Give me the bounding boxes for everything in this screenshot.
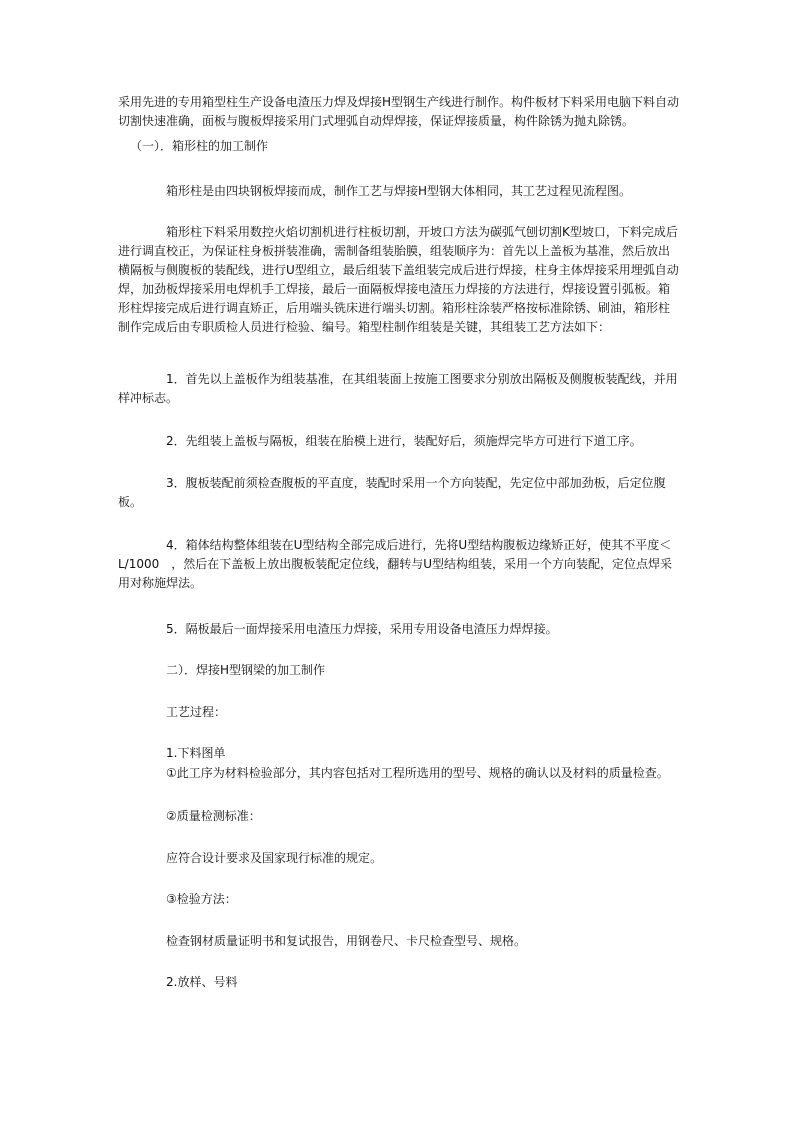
item-1-method-text: 检查钢材质量证明书和复试报告，用钢卷尺、卡尺检查型号、规格。: [166, 934, 527, 948]
paragraph-box-column-process: 箱形柱下料采用数控火焰切割机进行柱板切割，开坡口方法为碳弧气刨切割K型坡口，下料完成后进行调直校正，为保证柱身板拼装准确，需制备组装胎膜，组装顺序为：首先以上盖板为基准，然后放出横隔板与侧腹板的装配线，进行U型组立，最后组装下盖组装完成后进行焊接，柱身主体焊接采用埋弧自动焊，加劲板焊接采用电焊机手工焊接，最后一面隔板焊接电渣压力焊接的方法进行，焊接设置引弧板。箱形柱焊接完成后进行调直矫正，后用端头铣床进行端头切割。箱形柱涂装严格按标准除锈、刷油，箱形柱制作完成后由专职质检人员进行检验、编号。箱型柱制作组装是关键，其组装工艺方法如下：: [118, 225, 679, 334]
step-4-paragraph: 4．箱体结构整体组装在U型结构全部完成后进行，先将U型结构腹板边缘矫正好，使其不平度＜L/1000 ，然后在下盖板上放出腹板装配定位线，翻转与U型结构组装，采用一个方向装配，定位点焊采用对称施焊法。: [118, 538, 673, 590]
item-1-sub-2: ②质量检测标准：: [166, 809, 261, 823]
item-2-title: 2.放样、号料: [166, 975, 238, 989]
section-heading-h-beam: 二）．焊接H型钢梁的加工制作: [166, 663, 326, 677]
step-3-paragraph: 3．腹板装配前须检查腹板的平直度，装配时采用一个方向装配，先定位中部加劲板，后定位腹板。: [118, 476, 666, 509]
item-1-sub-3: ③检验方法：: [166, 892, 237, 906]
step-2-paragraph: 2．先组装上盖板与隔板，组装在胎模上进行，装配好后，须施焊完毕方可进行下道工序。: [166, 434, 642, 448]
item-1-title: 1.下料图单: [166, 746, 226, 760]
item-1-standard-text: 应符合设计要求及国家现行标准的规定。: [166, 851, 383, 865]
item-1-sub-1: ①此工序为材料检验部分，其内容包括对工程所选用的型号、规格的确认以及材料的质量检查。: [166, 766, 669, 780]
section-heading-box-column: （一）．箱形柱的加工制作: [130, 139, 269, 153]
step-1-paragraph: 1．首先以上盖板作为组装基准，在其组装面上按施工图要求分别放出隔板及侧腹板装配线，并用样冲标志。: [118, 372, 678, 405]
paragraph-box-column-overview: 箱形柱是由四块钢板焊接而成，制作工艺与焊接H型钢大体相同，其工艺过程见流程图。: [166, 184, 632, 198]
process-label: 工艺过程：: [166, 705, 227, 719]
step-5-paragraph: 5．隔板最后一面焊接采用电渣压力焊接，采用专用设备电渣压力焊焊接。: [166, 622, 558, 636]
intro-paragraph: 采用先进的专用箱型柱生产设备电渣压力焊及焊接H型钢生产线进行制作。构件板材下料采用电脑下料自动切割快速准确，面板与腹板焊接采用门式埋弧自动焊焊接，保证焊接质量，构件除锈为抛丸除锈。: [118, 95, 680, 128]
